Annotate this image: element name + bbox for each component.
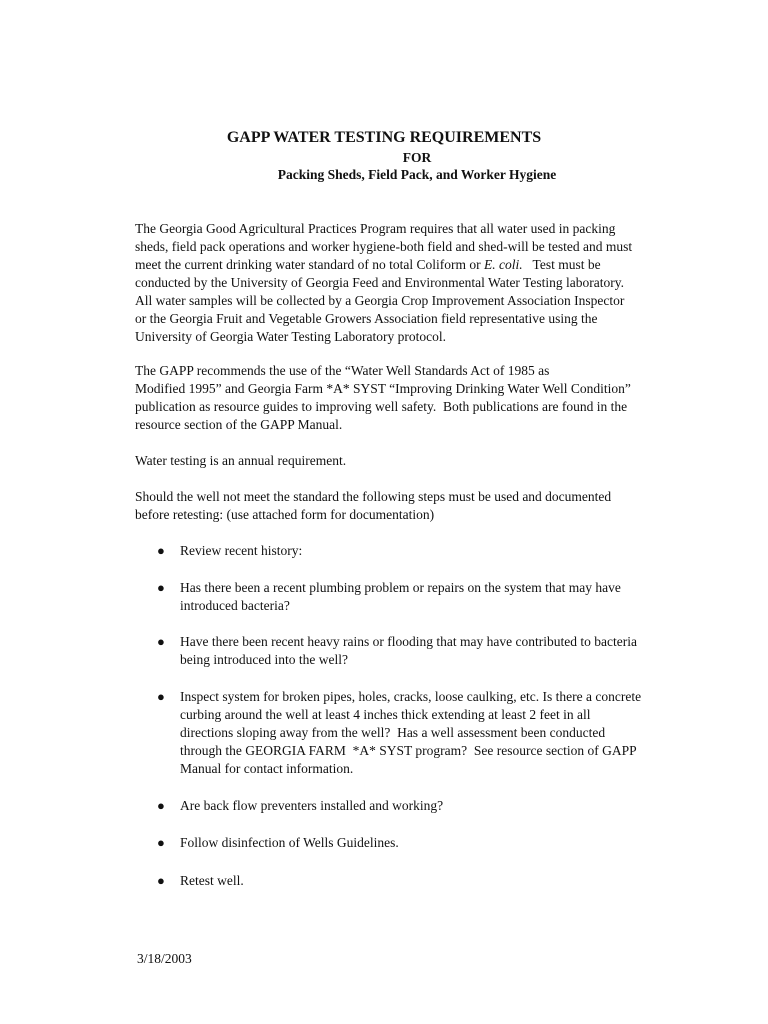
text-line: conducted by the University of Georgia Feed and Environmental Water Testing laboratory. [135,275,624,290]
text-line: sheds, field pack operations and worker hygiene-both field and shed-will be tested and must [135,239,633,254]
text-line: The Georgia Good Agricultural Practices Program requires that all water used in packing [135,221,616,236]
text-line: Water testing is an annual requirement. [135,453,347,468]
list-item-text [180,834,710,852]
list-item-text [180,542,710,560]
text-line: Manual for contact information. [180,761,354,776]
bullet-icon: ● [157,835,165,850]
paragraph-steps-intro [135,488,715,524]
text-line: Should the well not meet the standard the following steps must be used and documented [135,489,612,504]
text-line: All water samples will be collected by a Georgia Crop Improvement Association Inspector [135,293,625,308]
text-line: being introduced into the well? [180,652,348,667]
paragraph-annual [135,452,715,470]
ecoli-italic: E. coli. [484,257,523,272]
for-label: FOR [402,150,432,165]
footer-date: 3/18/2003 [137,951,192,966]
text-line: introduced bacteria? [180,598,290,613]
text-line: or the Georgia Fruit and Vegetable Growers Association field representative using the [135,311,598,326]
text-line: The GAPP recommends the use of the “Water Well Standards Act of 1985 as [135,363,550,378]
text-line: Follow disinfection of Wells Guidelines. [180,835,399,850]
list-item-text [180,579,710,615]
text-line: Retest well. [180,873,244,888]
paragraph-recommendation [135,362,715,434]
bullet-icon: ● [157,798,165,813]
text-line: directions sloping away from the well? Has a well assessment been conducted [180,725,606,740]
text-line: Inspect system for broken pipes, holes, cracks, loose caulking, etc. Is there a concrete [180,689,642,704]
text-line: curbing around the well at least 4 inches thick extending at least 2 feet in all [180,707,591,722]
text-line: Have there been recent heavy rains or flooding that may have contributed to bacteria [180,634,637,649]
bullet-icon: ● [157,634,165,649]
document-subtitle: Packing Sheds, Field Pack, and Worker Hygiene [277,167,557,182]
text-line: Review recent history: [180,543,303,558]
text-line: Modified 1995” and Georgia Farm *A* SYST “Improving Drinking Water Well Condition” [135,381,631,396]
text-line [135,256,715,274]
text-line: University of Georgia Water Testing Laboratory protocol. [135,329,447,344]
text-line: publication as resource guides to improving well safety. Both publications are found in the [135,399,628,414]
text-line: Has there been a recent plumbing problem or repairs on the system that may have [180,580,621,595]
text-line: before retesting: (use attached form for documentation) [135,507,435,522]
bullet-icon: ● [157,543,165,558]
text-span: meet the current drinking water standard of no total Coliform or [135,257,485,272]
paragraph-intro [135,220,715,346]
bullet-icon: ● [157,873,165,888]
text-line: through the GEORGIA FARM *A* SYST program? See resource section of GAPP [180,743,637,758]
list-item-text [180,688,710,778]
text-line: resource section of the GAPP Manual. [135,417,343,432]
bullet-icon: ● [157,689,165,704]
list-item-text [180,633,710,669]
text-span: Test must be [522,257,601,272]
list-item-text [180,797,710,815]
document-title: GAPP WATER TESTING REQUIREMENTS [226,129,542,146]
text-line: Are back flow preventers installed and working? [180,798,444,813]
bullet-icon: ● [157,580,165,595]
list-item-text [180,872,710,890]
